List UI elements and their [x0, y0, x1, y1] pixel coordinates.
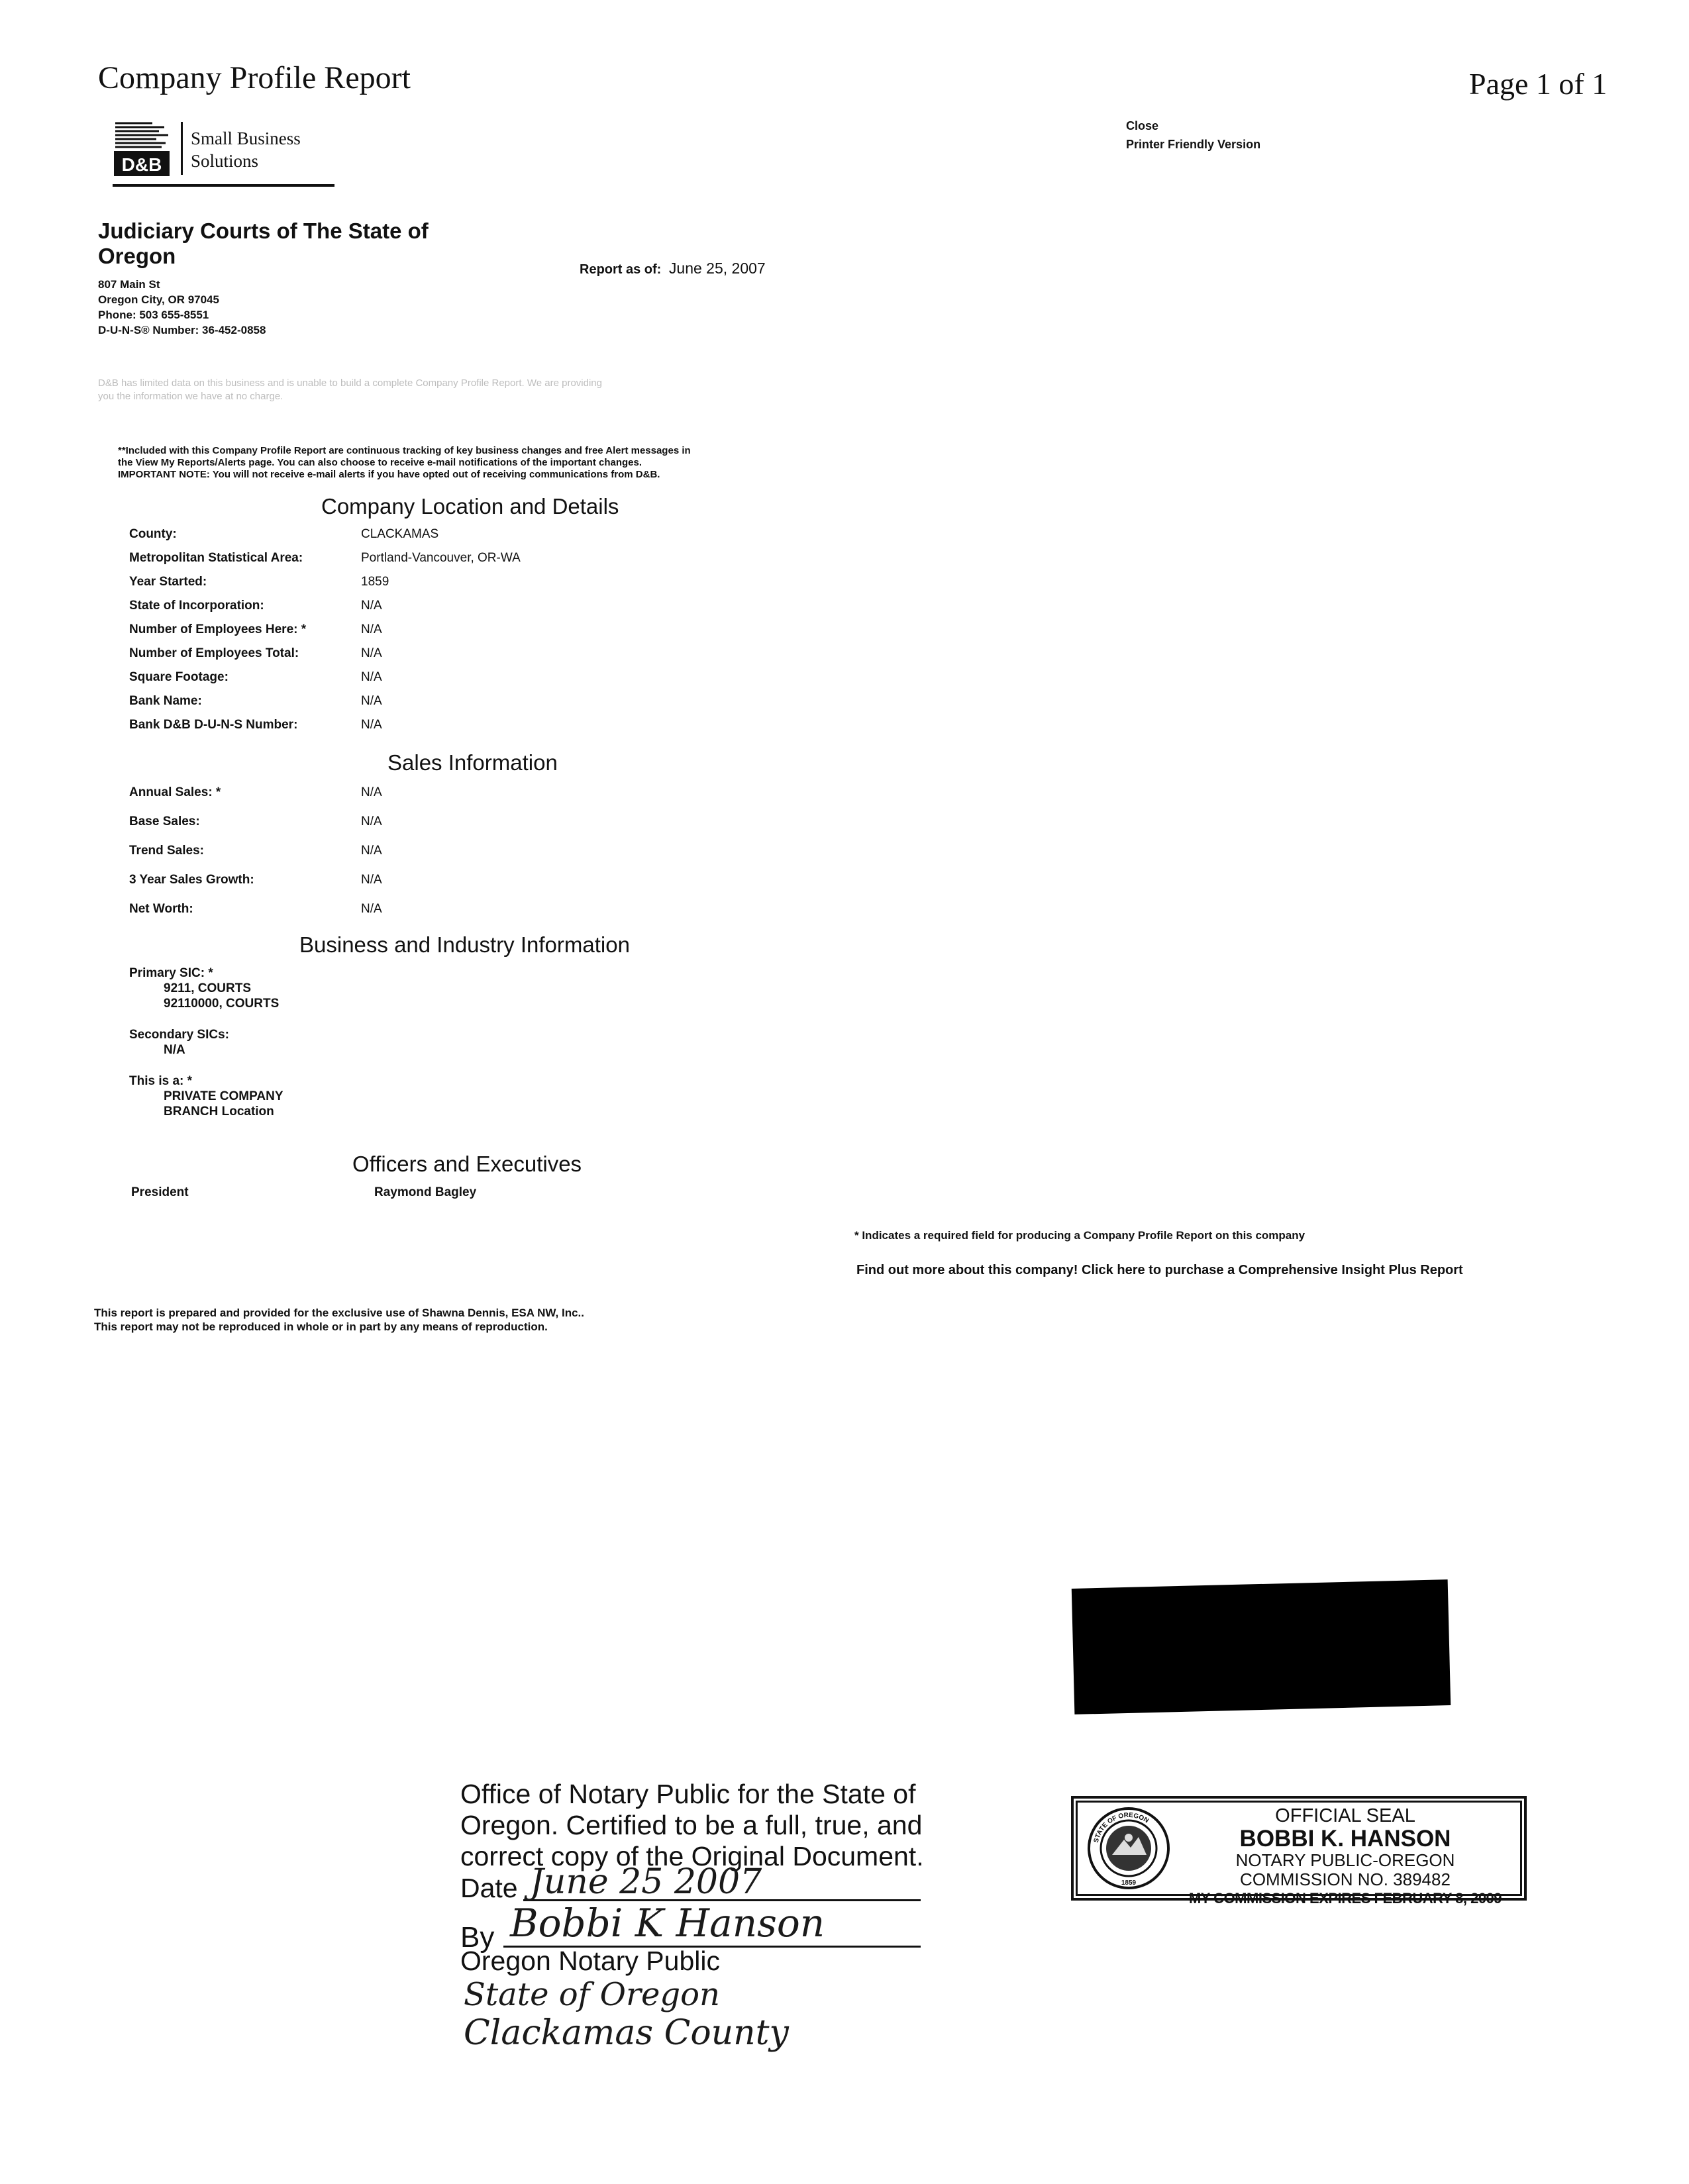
svg-text:1859: 1859	[1121, 1879, 1137, 1887]
primary-sic-label: Primary SIC: *	[129, 966, 213, 980]
officer-title: President	[131, 1185, 189, 1199]
page-number: Page 1 of 1	[1469, 67, 1608, 101]
table-row: Net Worth: N/A	[129, 902, 382, 916]
company-duns: D-U-N-S® Number: 36-452-0858	[98, 324, 266, 336]
company-name-line1: Judiciary Courts of The State of	[98, 219, 429, 243]
notary-role: Oregon Notary Public	[460, 1946, 720, 1976]
table-row: Bank Name: N/A	[129, 694, 382, 708]
cert-line-1: Office of Notary Public for the State of	[460, 1779, 916, 1809]
purchase-report-link[interactable]: Find out more about this company! Click here to purchase a Comprehensive Insight Plus Report	[856, 1263, 1463, 1277]
table-row: State of Incorporation: N/A	[129, 599, 382, 613]
handwritten-date: June 25 2007	[530, 1862, 762, 1902]
secondary-sic-label: Secondary SICs:	[129, 1028, 229, 1042]
table-row: County: CLACKAMAS	[129, 527, 439, 541]
logo-text-1: Small Business	[191, 128, 301, 148]
table-row: Number of Employees Here: * N/A	[129, 622, 382, 636]
officer-name: Raymond Bagley	[374, 1185, 477, 1199]
section-officers-heading: Officers and Executives	[352, 1152, 582, 1176]
table-row: Number of Employees Total: N/A	[129, 646, 382, 660]
svg-text:D&B: D&B	[121, 154, 162, 175]
business-info	[129, 966, 283, 1119]
company-phone: Phone: 503 655-8551	[98, 309, 209, 321]
company-type-label: This is a: *	[129, 1074, 193, 1088]
table-row: Square Footage: N/A	[129, 670, 382, 684]
logo-text-2: Solutions	[191, 151, 259, 171]
cert-by-label: By	[460, 1921, 495, 1954]
table-row: 3 Year Sales Growth: N/A	[129, 873, 382, 887]
table-row: Metropolitan Statistical Area: Portland-Vancouver, OR-WA	[129, 551, 521, 565]
table-row: Year Started: 1859	[129, 575, 389, 589]
secondary-sic-1: N/A	[164, 1043, 185, 1057]
table-row: Base Sales: N/A	[129, 815, 382, 828]
company-name-line2: Oregon	[98, 244, 176, 268]
printer-friendly-link[interactable]: Printer Friendly Version	[1126, 138, 1261, 151]
svg-text:STATE OF OREGON: STATE OF OREGON	[1092, 1811, 1150, 1844]
company-type-1: PRIVATE COMPANY	[164, 1089, 283, 1103]
notary-certification	[460, 1779, 964, 1872]
table-row: Annual Sales: * N/A	[129, 785, 382, 799]
section-sales-heading: Sales Information	[387, 750, 558, 775]
cert-line-3: correct copy of the Original Document.	[460, 1841, 924, 1871]
table-row: Bank D&B D-U-N-S Number: N/A	[129, 718, 382, 732]
company-city: Oregon City, OR 97045	[98, 293, 219, 306]
company-type-2: BRANCH Location	[164, 1105, 274, 1118]
report-date-label: Report as of:	[580, 262, 662, 277]
section-business-heading: Business and Industry Information	[299, 932, 630, 957]
cert-date-label: Date	[460, 1873, 518, 1903]
sales-table	[129, 785, 725, 931]
handwritten-signature: Bobbi K Hanson	[510, 1901, 825, 1946]
handwritten-county: Clackamas County	[464, 2013, 789, 2053]
official-seal-stamp	[1071, 1796, 1527, 1907]
report-date-value: June 25, 2007	[668, 260, 766, 277]
cert-line-2: Oregon. Certified to be a full, true, and	[460, 1810, 923, 1840]
dnb-logo	[113, 119, 334, 189]
seal-text: OFFICIAL SEAL BOBBI K. HANSON NOTARY PUBLIC-OREGON COMMISSION NO. 389482 MY COMMISSION EXPIRES FEBRUARY 8, 2009	[1188, 1805, 1502, 1907]
state-seal-icon	[1086, 1805, 1172, 1891]
table-row: Trend Sales: N/A	[129, 844, 382, 858]
limited-data-notice-2: you the information we have at no charge.	[98, 391, 283, 402]
location-table	[129, 527, 725, 742]
page-title: Company Profile Report	[98, 60, 411, 95]
usage-notice: This report is prepared and provided for the exclusive use of Shawna Dennis, ESA NW, Inc.. This report may not be reproduced in whole or in part by any means of reproduction.	[94, 1307, 584, 1333]
close-link[interactable]: Close	[1126, 119, 1159, 132]
primary-sic-1: 9211, COURTS	[164, 981, 251, 995]
redaction-block	[1072, 1579, 1451, 1714]
dnb-logo-mark	[113, 119, 174, 179]
required-field-note: * Indicates a required field for producing a Company Profile Report on this company	[854, 1229, 1305, 1242]
handwritten-state: State of Oregon	[464, 1976, 720, 2013]
company-address: 807 Main St	[98, 278, 160, 291]
primary-sic-2: 92110000, COURTS	[164, 997, 280, 1011]
tracking-notice: **Included with this Company Profile Report are continuous tracking of key business changes and free Alert messages in the View My Reports/Alerts page. You can also choose to receive e-mail notifications of the important changes. IMPORTANT NOTE: You will not receive e-mail alerts if you have opted out of receiving communications from D&B.	[118, 445, 691, 480]
report-date	[580, 260, 766, 277]
section-location-heading: Company Location and Details	[321, 494, 619, 519]
limited-data-notice-1: D&B has limited data on this business and is unable to build a complete Company Profile Report. We are providing	[98, 377, 602, 389]
